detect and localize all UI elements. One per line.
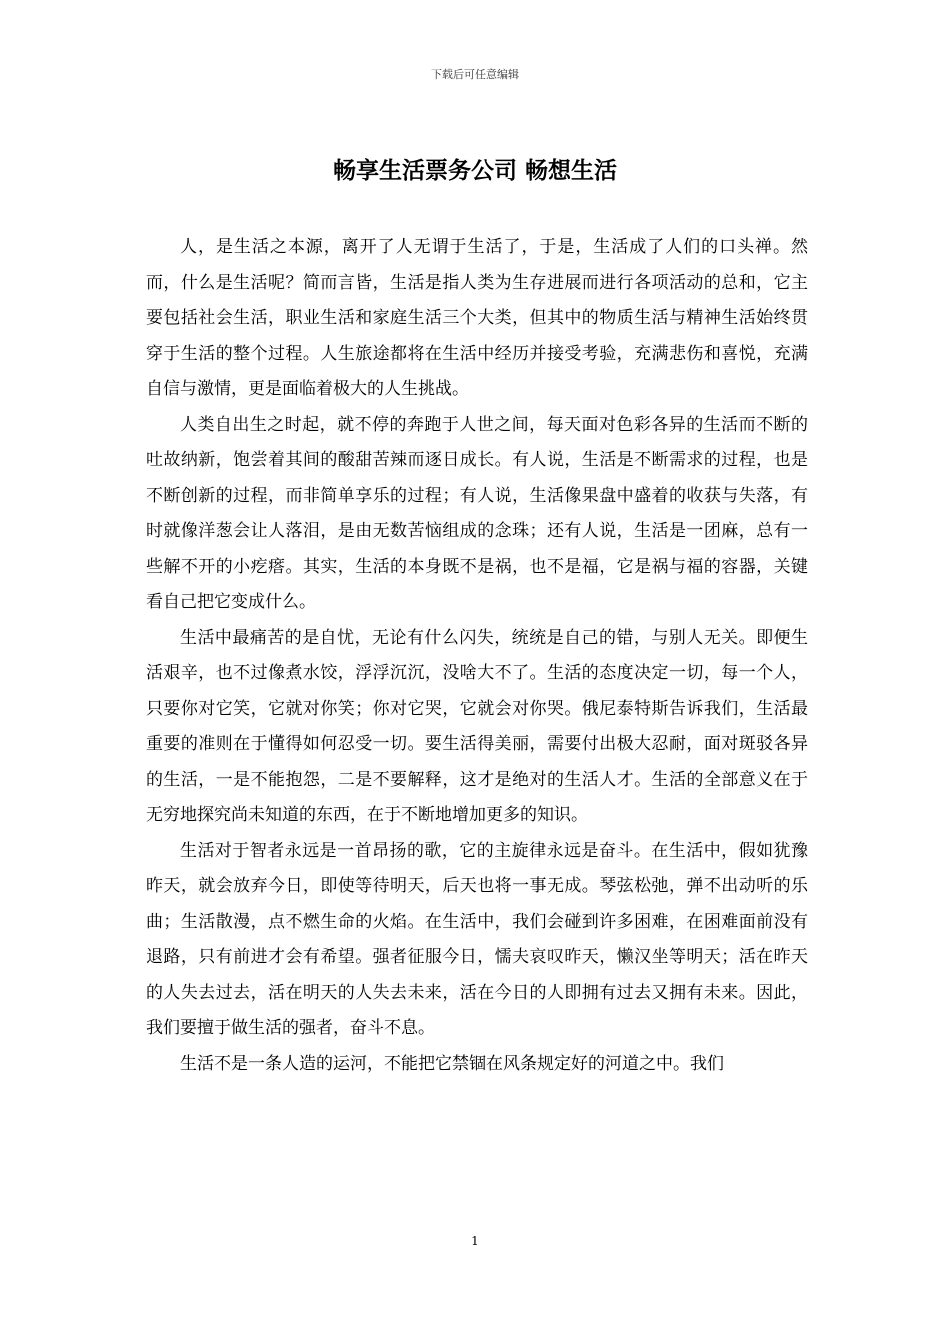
paragraph: 生活中最痛苦的是自忧，无论有什么闪失，统统是自己的错，与别人无关。即便生活艰辛，也不过像煮水饺，浮浮沉沉，没啥大不了。生活的态度决定一切，每一个人，只要你对它笑，它就对你笑；你对它哭，它就会对你哭。俄尼泰特斯告诉我们，生活最重要的准则在于懂得如何忍受一切。要生活得美丽，需要付出极大忍耐，面对斑驳各异的生活，一是不能抱怨，二是不要解释，这才是绝对的生活人才。生活的全部意义在于无穷地探究尚未知道的东西，在于不断地增加更多的知识。 (146, 627, 808, 825)
paragraph: 人类自出生之时起，就不停的奔跑于人世之间，每天面对色彩各异的生活而不断的吐故纳新，饱尝着其间的酸甜苦辣而逐日成长。有人说，生活是不断需求的过程，也是不断创新的过程，而非简单享乐的过程；有人说，生活像果盘中盛着的收获与失落，有时就像洋葱会让人落泪，是由无数苦恼组成的念珠；还有人说，生活是一团麻，总有一些解不开的小疙瘩。其实，生活的本身既不是祸，也不是福，它是祸与福的容器，关键看自己把它变成什么。 (146, 414, 808, 612)
paragraph: 生活对于智者永远是一首昂扬的歌，它的主旋律永远是奋斗。在生活中，假如犹豫昨天，就会放弃今日，即使等待明天，后天也将一事无成。琴弦松弛，弹不出动听的乐曲；生活散漫，点不燃生命的火焰。在生活中，我们会碰到许多困难，在困难面前没有退路，只有前进才会有希望。强者征服今日，懦夫哀叹昨天，懒汉坐等明天；活在昨天的人失去过去，活在明天的人失去未来，活在今日的人即拥有过去又拥有未来。因此，我们要擅于做生活的强者，奋斗不息。 (146, 840, 808, 1038)
page-number: 1 (471, 1234, 479, 1248)
document-title: 畅享生活票务公司 畅想生活 (332, 157, 617, 184)
paragraph: 生活不是一条人造的运河，不能把它禁锢在风条规定好的河道之中。我们 (180, 1053, 724, 1074)
paragraph: 人，是生活之本源，离开了人无谓于生活了，于是，生活成了人们的口头禅。然而，什么是生活呢？简而言皆，生活是指人类为生存进展而进行各项活动的总和，它主要包括社会生活，职业生活和家庭生活三个大类，但其中的物质生活与精神生活始终贯穿于生活的整个过程。人生旅途都将在生活中经历并接受考验，充满悲伤和喜悦，充满自信与激情，更是面临着极大的人生挑战。 (146, 237, 808, 399)
header-note: 下载后可任意编辑 (431, 68, 519, 81)
document-body (146, 230, 808, 1082)
